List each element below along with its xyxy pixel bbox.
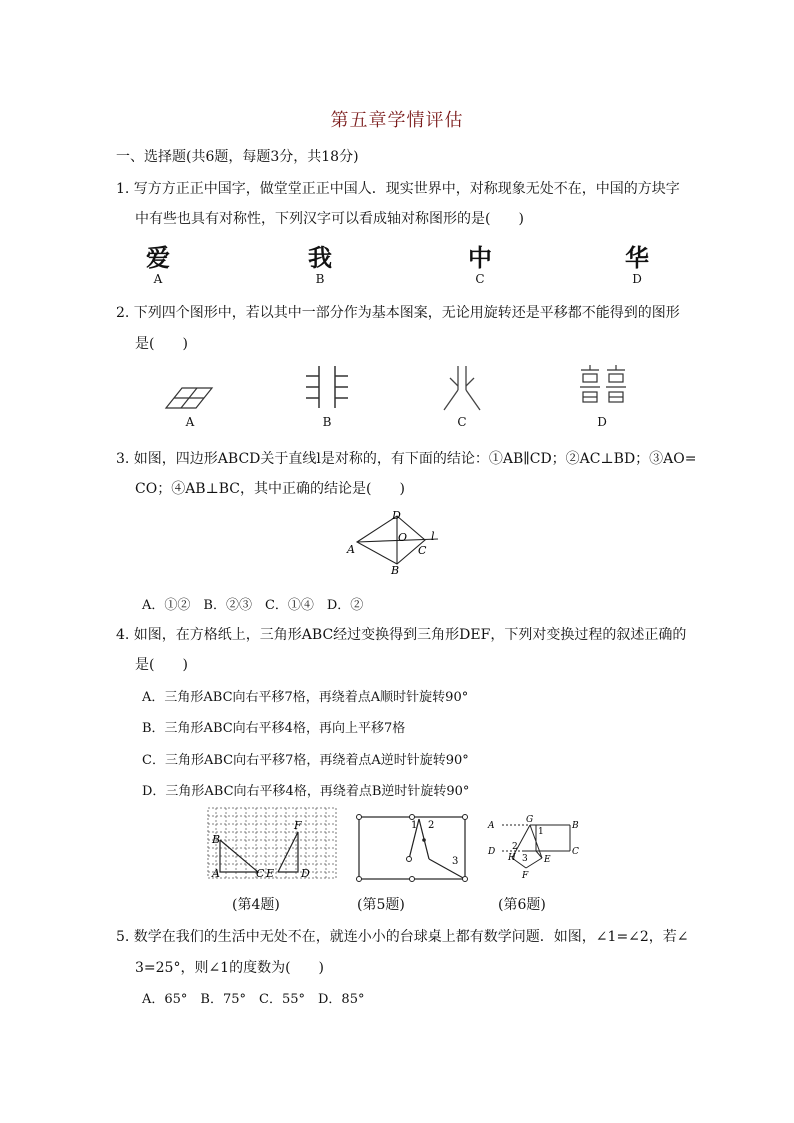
q3-label-c: C	[418, 544, 427, 557]
fig4-label-a: A	[212, 867, 220, 880]
fig6-label-a: A	[488, 821, 495, 831]
q3-label-b: B	[391, 564, 400, 577]
fig-q6-caption: (第6题)	[498, 897, 546, 913]
q1-char-a: 爱	[146, 244, 170, 272]
fig6-angle-1: 1	[538, 827, 544, 837]
q2-figure-a-parallelogram-grid	[160, 360, 220, 415]
q3-label-l: l	[431, 530, 435, 543]
q1-char-b: 我	[308, 244, 332, 272]
q3-label-d: D	[392, 509, 401, 522]
q3-label-a: A	[347, 543, 355, 556]
q1-label-b: B	[315, 272, 325, 286]
question-5-line-1: 5. 数学在我们的生活中无处不在，就连小小的台球桌上都有数学问题．如图，∠1=∠2，若∠	[116, 929, 689, 945]
question-5-line-2: 3=25°，则∠1的度数为( )	[135, 960, 325, 976]
q4-option-c: C．三角形ABC向右平移7格，再绕着点A逆时针旋转90°	[142, 753, 469, 768]
q1-label-c: C	[475, 272, 485, 286]
fig4-label-e: E	[266, 867, 275, 880]
q1-char-c: 中	[468, 244, 492, 272]
question-3-line-1: 3. 如图，四边形ABCD关于直线l是对称的，有下面的结论：①AB∥CD；②AC⊥BD；③AO=	[116, 451, 697, 467]
fig6-label-g: G	[526, 815, 534, 825]
fig-q6-geometry	[482, 808, 582, 886]
question-4-line-1: 4. 如图，在方格纸上，三角形ABC经过变换得到三角形DEF，下列对变换过程的叙述正确的	[116, 627, 687, 643]
fig6-angle-3: 3	[522, 854, 528, 864]
q2-label-c: C	[457, 415, 467, 429]
q2-label-a: A	[185, 415, 195, 429]
fig6-label-c: C	[572, 847, 579, 857]
question-1-line-1: 1. 写方方正正中国字，做堂堂正正中国人．现实世界中，对称现象无处不在，中国的方块字	[116, 181, 680, 197]
fig-q4-caption: (第4题)	[232, 897, 280, 913]
q2-label-d: D	[597, 415, 607, 429]
fig5-angle-1: 1	[411, 820, 418, 831]
fig4-label-f: F	[294, 819, 302, 832]
q2-figure-d-double-happiness	[576, 362, 630, 414]
q1-label-a: A	[153, 272, 163, 286]
fig4-label-d: D	[301, 867, 310, 880]
question-2-line-2: 是( )	[135, 336, 188, 352]
section-heading: 一、选择题(共6题，每题3分，共18分)	[116, 149, 359, 165]
fig6-label-f: F	[522, 871, 529, 881]
q4-option-d: D．三角形ABC向右平移4格，再绕着点B逆时针旋转90°	[142, 784, 470, 799]
q4-option-a: A．三角形ABC向右平移7格，再绕着点A顺时针旋转90°	[142, 690, 469, 705]
q3-options: A．①② B．②③ C．①④ D．②	[142, 598, 364, 613]
q3-quadrilateral-figure	[340, 506, 450, 578]
fig-q4-grid-triangles	[206, 806, 338, 880]
fig6-label-e: E	[544, 855, 551, 865]
q1-label-d: D	[632, 272, 642, 286]
q2-label-b: B	[322, 415, 332, 429]
fig6-label-b: B	[572, 821, 579, 831]
fig-q5-pool-table	[354, 812, 472, 884]
q1-char-d: 华	[625, 244, 649, 272]
question-2-line-1: 2. 下列四个图形中，若以其中一部分作为基本图案，无论用旋转还是平移都不能得到的图形	[116, 305, 680, 321]
fig6-label-h: H	[508, 853, 516, 863]
fig4-label-c: C	[256, 867, 265, 880]
q4-option-b: B．三角形ABC向右平移4格，再向上平移7格	[142, 721, 406, 736]
fig5-angle-3: 3	[452, 856, 459, 867]
fig4-label-b: B	[212, 833, 221, 846]
fig6-angle-2: 2	[512, 842, 518, 852]
q3-label-o: O	[398, 531, 408, 544]
q5-options: A．65° B．75° C．55° D．85°	[142, 992, 365, 1007]
question-3-line-2: CO；④AB⊥BC，其中正确的结论是( )	[135, 481, 405, 497]
fig6-label-d: D	[488, 847, 496, 857]
q2-figure-c-branches	[438, 364, 486, 414]
fig5-angle-2: 2	[428, 820, 435, 831]
fig-q5-caption: (第5题)	[357, 897, 405, 913]
question-1-line-2: 中有些也具有对称性，下列汉字可以看成轴对称图形的是( )	[135, 211, 524, 227]
q2-figure-b-fei	[300, 364, 354, 410]
page-title: 第五章学情评估	[330, 110, 464, 131]
question-4-line-2: 是( )	[135, 657, 188, 673]
